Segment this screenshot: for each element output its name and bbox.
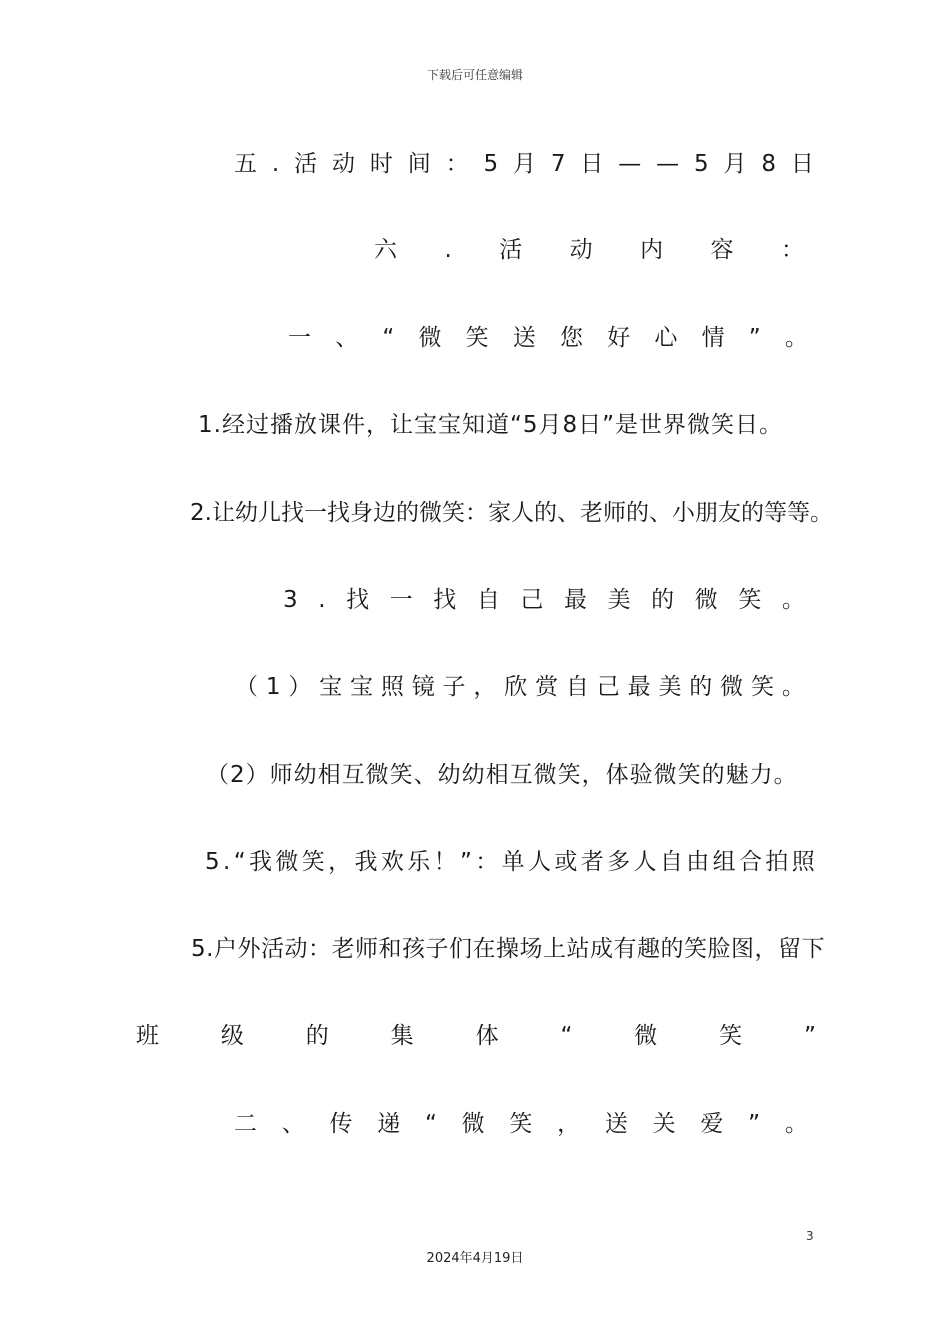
item-one-text: 1.经过播放课件，让宝宝知道“5月8日”是世界微笑日。 <box>198 412 784 438</box>
text-char: 找 <box>433 587 457 613</box>
text-char: 单 <box>501 849 525 875</box>
text-char: 微 <box>720 674 744 700</box>
text-char: 爱 <box>700 1111 724 1137</box>
text-char: 关 <box>652 1111 676 1137</box>
text-char: “ <box>382 325 395 351</box>
item-five-outdoor-text: 5.户外活动：老师和孩子们在操场上站成有趣的笑脸图，留下 <box>191 936 825 962</box>
text-char: ： <box>780 237 804 263</box>
text-char: — <box>656 151 680 177</box>
text-char: ， <box>557 1111 581 1137</box>
text-char: 美 <box>607 587 631 613</box>
section-five-activity-time <box>234 147 814 181</box>
text-char: 一 <box>288 325 311 351</box>
text-char: ” <box>748 325 761 351</box>
text-char: ： <box>445 151 469 177</box>
text-char: 合 <box>739 849 763 875</box>
text-char: 找 <box>346 587 370 613</box>
text-char: 二 <box>234 1111 257 1137</box>
sub-item-one-text <box>235 670 805 704</box>
text-char: ， <box>473 674 497 700</box>
text-char: . <box>318 587 326 613</box>
page-number: 3 <box>806 1229 814 1243</box>
text-char: ： <box>475 849 499 875</box>
text-char: 。 <box>781 674 805 700</box>
text-char: 5 <box>483 151 499 177</box>
text-char: 多 <box>607 849 631 875</box>
text-char: 己 <box>596 674 620 700</box>
text-char: . <box>223 849 231 875</box>
text-char: 月 <box>512 151 536 177</box>
text-char: 子 <box>442 674 466 700</box>
text-char: 笑 <box>465 325 489 351</box>
text-char: 活 <box>294 151 318 177</box>
text-char: — <box>618 151 642 177</box>
text-char: ） <box>288 674 312 700</box>
text-char: 欣 <box>504 674 528 700</box>
text-char: 我 <box>249 849 272 875</box>
item-two-text: 2.让幼儿找一找身边的微笑：家人的、老师的、小朋友的等等。 <box>190 500 833 526</box>
text-char: 的 <box>651 587 675 613</box>
text-char: 或 <box>554 849 578 875</box>
text-char: 微 <box>694 587 718 613</box>
text-char: 微 <box>634 1023 658 1049</box>
text-char: 人 <box>528 849 552 875</box>
sub-item-two-text: （2）师幼相互微笑、幼幼相互微笑，体验微笑的魅力。 <box>206 762 798 788</box>
part-one-heading <box>288 321 808 355</box>
text-char: 3 <box>283 587 298 613</box>
text-char: 日 <box>790 151 814 177</box>
text-char: 宝 <box>350 674 374 700</box>
text-char: ” <box>460 849 472 875</box>
text-char: 者 <box>580 849 604 875</box>
text-char: 传 <box>329 1111 353 1137</box>
text-char: 5 <box>693 151 709 177</box>
text-char: 内 <box>640 237 664 263</box>
text-char: 。 <box>784 325 808 351</box>
text-char: 间 <box>407 151 431 177</box>
text-char: 日 <box>580 151 604 177</box>
text-char: 好 <box>607 325 631 351</box>
text-char: 自 <box>659 849 683 875</box>
text-char: 美 <box>658 674 682 700</box>
text-char: 送 <box>512 325 536 351</box>
item-five-photo-text <box>205 845 815 879</box>
text-char: 自 <box>476 587 500 613</box>
text-char: 欢 <box>380 849 404 875</box>
section-six-activity-content <box>374 233 804 267</box>
text-char: 己 <box>520 587 544 613</box>
text-char: 的 <box>689 674 713 700</box>
text-char: 体 <box>475 1023 499 1049</box>
text-char: 容 <box>710 237 734 263</box>
text-char: 5 <box>205 849 220 875</box>
text-char: 人 <box>633 849 657 875</box>
text-char: “ <box>425 1111 437 1137</box>
text-char: 自 <box>565 674 589 700</box>
text-char: 级 <box>220 1023 244 1049</box>
text-char: “ <box>233 849 246 875</box>
text-char: 五 <box>234 151 257 177</box>
class-smile-text <box>136 1019 816 1053</box>
header-note: 下载后可任意编辑 <box>426 68 523 82</box>
text-char: （ <box>235 674 258 700</box>
text-char: 笑 <box>301 849 325 875</box>
text-char: 月 <box>723 151 747 177</box>
text-char: 活 <box>499 237 523 263</box>
text-char: 镜 <box>411 674 435 700</box>
text-char: 、 <box>281 1111 305 1137</box>
text-char: 递 <box>377 1111 401 1137</box>
text-char: 照 <box>380 674 404 700</box>
text-char: 组 <box>712 849 736 875</box>
text-char: . <box>271 151 280 177</box>
text-char: 1 <box>265 674 281 700</box>
text-char: 我 <box>354 849 378 875</box>
text-char: 集 <box>390 1023 414 1049</box>
text-char: 笑 <box>719 1023 743 1049</box>
text-char: ” <box>748 1111 761 1137</box>
text-char: 7 <box>550 151 566 177</box>
text-char: 送 <box>604 1111 628 1137</box>
text-char: 由 <box>686 849 710 875</box>
text-char: 最 <box>627 674 651 700</box>
text-char: 微 <box>461 1111 485 1137</box>
text-char: 情 <box>701 325 725 351</box>
text-char: “ <box>560 1023 573 1049</box>
text-char: 心 <box>654 325 678 351</box>
text-char: 笑 <box>738 587 762 613</box>
item-three-text <box>283 583 805 617</box>
text-char: 拍 <box>765 849 789 875</box>
part-two-heading <box>234 1107 808 1141</box>
text-char: 。 <box>784 1111 808 1137</box>
text-char: ” <box>804 1023 816 1049</box>
text-char: 乐 <box>407 849 431 875</box>
text-char: 的 <box>305 1023 329 1049</box>
text-char: 8 <box>761 151 776 177</box>
text-char: 赏 <box>535 674 559 700</box>
text-char: 班 <box>136 1023 159 1049</box>
text-char: ！ <box>433 849 457 875</box>
text-char: 笑 <box>509 1111 533 1137</box>
text-char: 一 <box>389 587 413 613</box>
text-char: 动 <box>331 151 355 177</box>
text-char: 。 <box>781 587 805 613</box>
text-char: 动 <box>569 237 593 263</box>
text-char: 您 <box>560 325 584 351</box>
text-char: 宝 <box>319 674 343 700</box>
text-char: 最 <box>564 587 587 613</box>
text-char: 笑 <box>750 674 774 700</box>
text-char: 时 <box>369 151 393 177</box>
text-char: 照 <box>791 849 815 875</box>
text-char: ， <box>328 849 352 875</box>
text-char: . <box>444 237 452 263</box>
text-char: 微 <box>275 849 299 875</box>
text-char: 六 <box>374 237 397 263</box>
footer-date: 2024年4月19日 <box>426 1251 524 1266</box>
text-char: 、 <box>335 325 359 351</box>
text-char: 微 <box>418 325 442 351</box>
